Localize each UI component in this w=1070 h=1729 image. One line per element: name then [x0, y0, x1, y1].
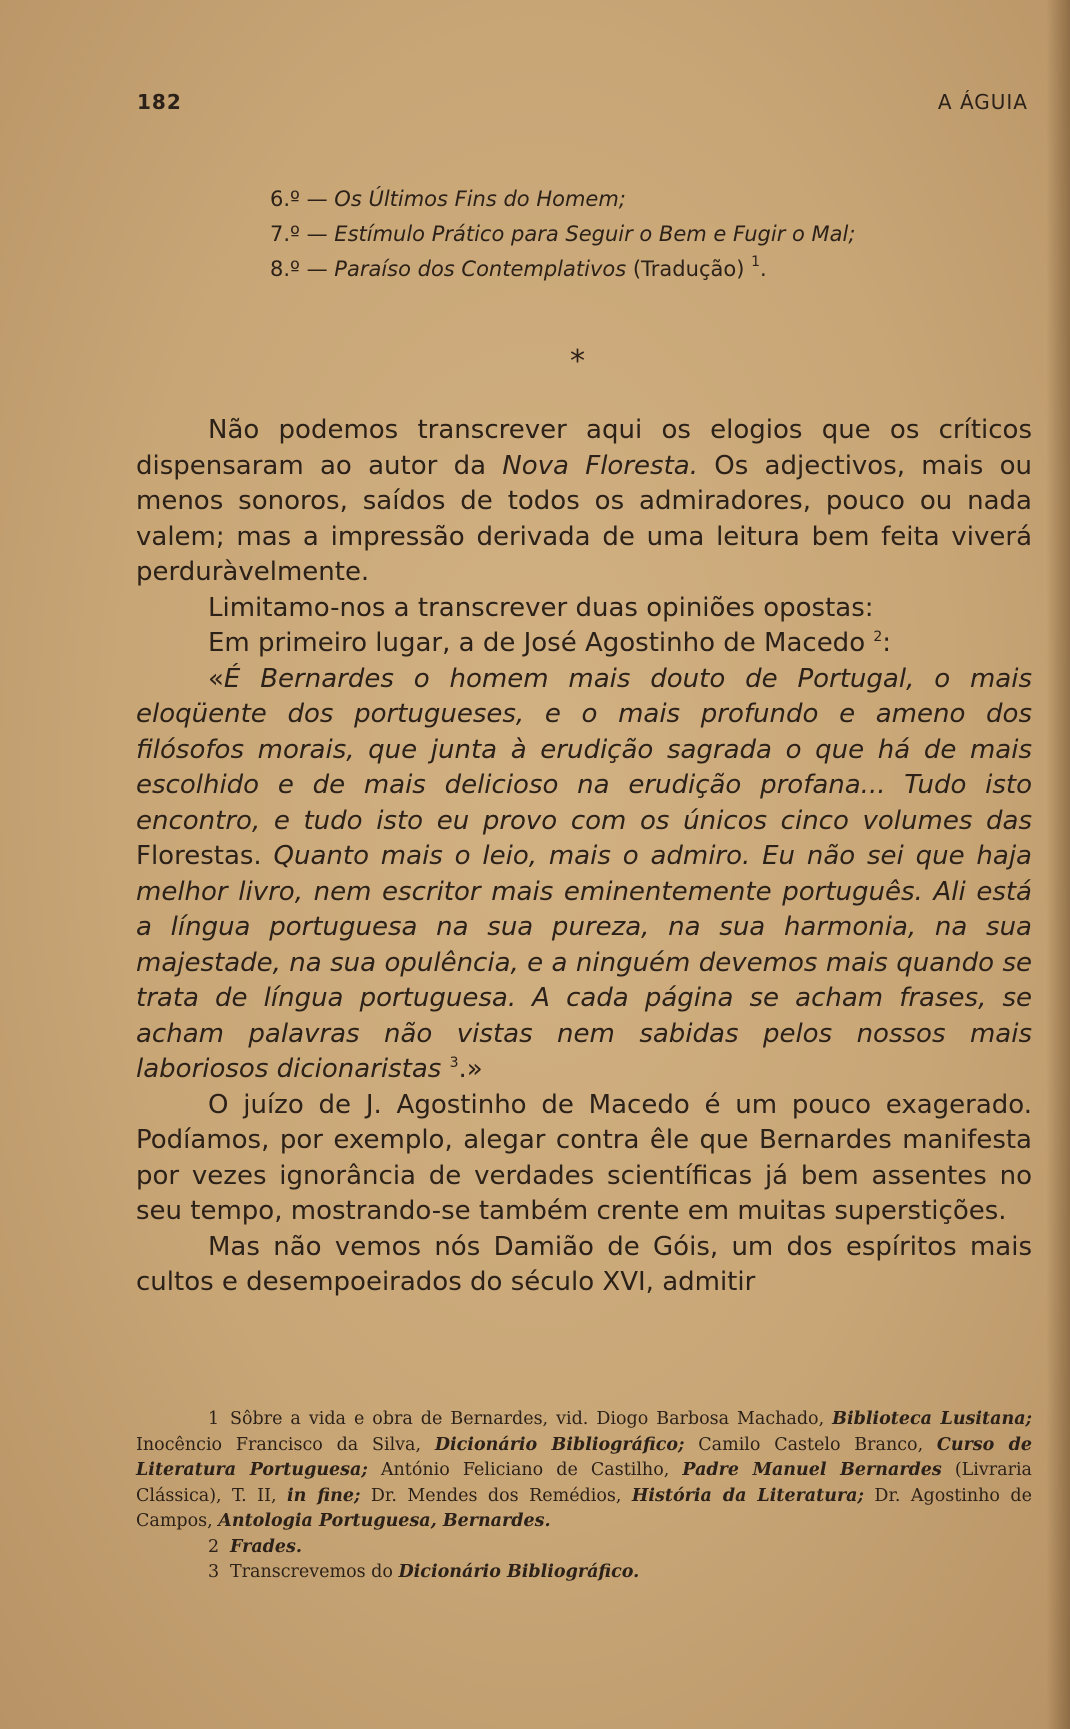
footnote-number: 1 — [208, 1409, 220, 1429]
section-separator-asterisk: * — [570, 344, 585, 379]
footnote — [136, 1535, 1032, 1561]
paragraph — [136, 1230, 1032, 1301]
footnote-ref: 2 — [873, 629, 883, 645]
quote-text: É Bernardes o homem mais douto de Portugal, o mais eloqüente dos portugueses, e o mais profundo e ameno dos filósofos morais, que junta à erudição sagrada o que há de mais escolhido e de mais delicioso na erudição profana... Tudo isto encontro, e tudo isto eu provo com os únicos cinco volumes das — [136, 663, 1032, 836]
list-item — [270, 252, 855, 287]
quotation-paragraph — [136, 662, 1032, 1088]
book-title: História da Literatura; — [631, 1485, 864, 1506]
text-run: : — [882, 628, 892, 658]
paragraph — [136, 626, 1032, 662]
footnote — [136, 1560, 1032, 1586]
book-title: Curso de Literatura Portuguesa; — [136, 1434, 1032, 1480]
text-run: António Feliciano de Castilho, — [367, 1460, 683, 1480]
list-item — [270, 182, 855, 217]
footnote-number: 2 — [208, 1536, 220, 1557]
text-run: Transcrevemos do — [230, 1562, 399, 1582]
book-title: Dicionário Bibliográfico. — [398, 1562, 640, 1582]
book-title: Padre Manuel Bernardes — [682, 1460, 942, 1480]
paragraph — [136, 591, 1032, 627]
page-number: 182 — [137, 90, 182, 114]
book-title: Dicionário Bibliográfico; — [434, 1434, 685, 1455]
text-run: Os adjectivos, mais ou menos sonoros, saídos de todos os admiradores, pouco ou nada valem; mas a impressão derivada de uma leitura bem feita viverá perduràvelmente. — [136, 450, 1032, 587]
text-run: Não podemos transcrever aqui os elogios que os críticos dispensaram ao autor da — [136, 415, 1032, 481]
text-run: Dr. Agostinho de Campos, — [136, 1485, 1032, 1531]
page-header — [137, 90, 1028, 120]
body-text — [136, 413, 1032, 1301]
footnote-ref: 1 — [751, 254, 760, 270]
text-run: Camilo Castelo Branco, — [684, 1434, 937, 1455]
list-item-number: 8.º — — [270, 257, 335, 281]
footnotes — [136, 1407, 1032, 1586]
footnote — [136, 1407, 1032, 1535]
text-run: Sôbre a vida e obra de Bernardes, vid. Diogo Barbosa Machado, — [230, 1409, 833, 1429]
quote-mark: « — [208, 663, 224, 694]
footnote-number: 3 — [208, 1562, 220, 1582]
text-run: Em primeiro lugar, a de José Agostinho de Macedo — [208, 628, 874, 658]
list-item-suffix: (Tradução) — [626, 257, 752, 281]
quote-text: Quanto mais o leio, mais o admiro. Eu não sei que haja melhor livro, nem escritor mais eminentemente português. Ali está a língua portuguesa na sua pureza, na sua harmonia, na sua majestade, na sua opulência, e a ninguém devemos mais quando se trata de língua portuguesa. A cada página se acham frases, se acham palavras não vistas nem sabidas pelos nossos mais laboriosos dicionaristas — [136, 841, 1032, 1084]
list-item-number: 7.º — — [270, 222, 335, 246]
text-run: Limitamo-nos a transcrever duas opiniões opostas: — [208, 592, 874, 623]
quote-mark: .» — [458, 1054, 483, 1084]
list-item-title: Os Últimos Fins do Homem; — [334, 187, 626, 211]
paragraph — [136, 413, 1032, 591]
paragraph — [136, 1088, 1032, 1230]
list-item-title: Estímulo Prático para Seguir o Bem e Fugir o Mal; — [334, 222, 856, 246]
list-item-number: 6.º — — [270, 187, 335, 211]
text-run: O juízo de J. Agostinho de Macedo é um pouco exagerado. Podíamos, por exemplo, alegar contra êle que Bernardes manifesta por vezes ignorância de verdades scientíficas já bem assentes no seu tempo, mostrando-se também crente em muitas superstições. — [136, 1089, 1032, 1226]
book-title: Biblioteca Lusitana; — [832, 1409, 1032, 1429]
footnote-ref: 3 — [449, 1055, 459, 1071]
text-run: Mas não vemos nós Damião de Góis, um dos espíritos mais cultos e desempoeirados do século XVI, admitir — [136, 1231, 1032, 1297]
list-item — [270, 217, 855, 252]
text-run: (Livraria Clássica), T. II, — [136, 1460, 1032, 1506]
book-title: in fine; — [287, 1485, 361, 1506]
text-run: Inocêncio Francisco da Silva, — [136, 1434, 435, 1455]
book-title: Florestas. — [136, 841, 262, 871]
list-item-title: Paraíso dos Contemplativos — [334, 257, 627, 281]
text-run: Dr. Mendes dos Remédios, — [360, 1485, 632, 1506]
page-edge-shadow — [1046, 0, 1070, 1729]
list-item-punct: . — [760, 257, 767, 281]
running-head: A ÁGUIA — [937, 90, 1028, 114]
works-list — [270, 182, 855, 287]
book-title: Frades. — [230, 1536, 302, 1557]
book-title: Antologia Portuguesa, Bernardes. — [218, 1511, 551, 1531]
book-title: Nova Floresta. — [502, 450, 698, 481]
